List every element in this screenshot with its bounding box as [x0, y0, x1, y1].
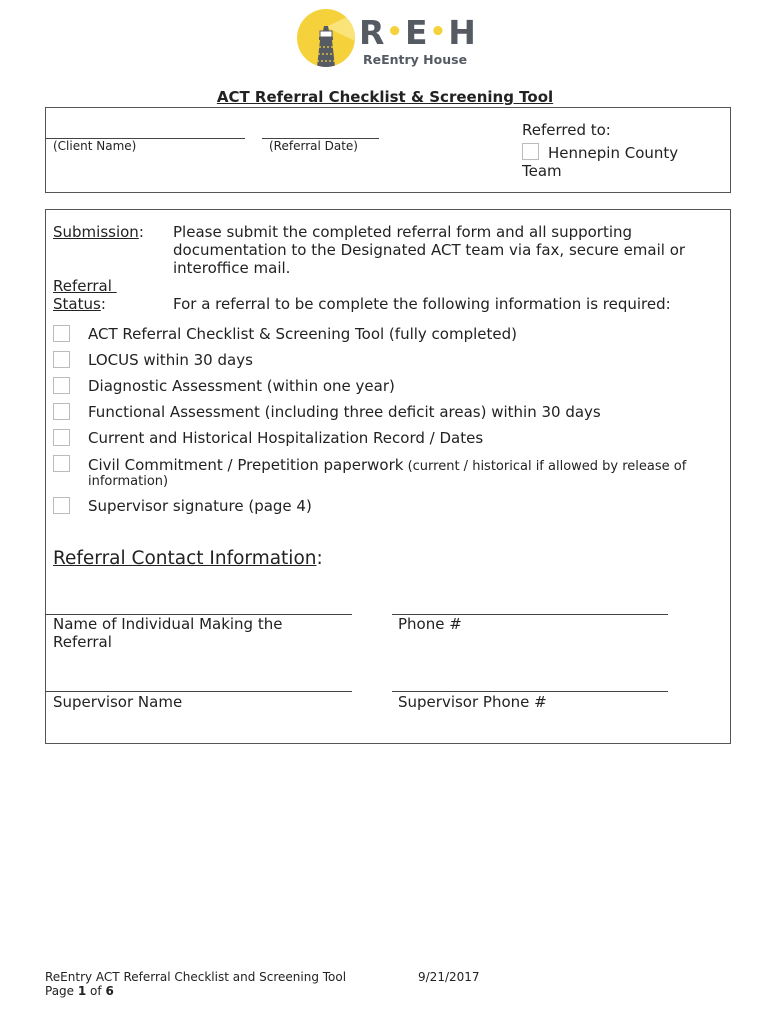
footer-page-number: Page 1 of 6 [45, 984, 114, 998]
checklist-checkbox-diagnostic[interactable] [53, 377, 70, 394]
supervisor-name-line[interactable] [45, 691, 352, 692]
checklist-item-diagnostic: Diagnostic Assessment (within one year) [88, 377, 395, 395]
checklist-checkbox-civil-commitment[interactable] [53, 455, 70, 472]
supervisor-phone-line[interactable] [392, 691, 668, 692]
submission-text: Please submit the completed referral form and all supporting documentation to the Designated ACT team via fax, secure email or interoffice mail. [173, 223, 686, 277]
referral-status-text: For a referral to be complete the following information is required: [173, 295, 671, 313]
logo-wordmark: R•E•H [359, 13, 477, 52]
logo-subtitle: ReEntry House [363, 52, 468, 67]
phone-label: Phone # [398, 615, 462, 633]
checklist-item-hospitalization: Current and Historical Hospitalization Record / Dates [88, 429, 484, 447]
supervisor-phone-label: Supervisor Phone # [398, 693, 547, 711]
checklist-item-civil-commitment: Civil Commitment / Prepetition paperwork (current / historical if allowed by release of information) [88, 456, 687, 489]
checklist-item-supervisor-signature: Supervisor signature (page 4) [88, 497, 312, 515]
footer-doc-title: ReEntry ACT Referral Checklist and Screening Tool [45, 970, 347, 984]
hennepin-county-option-label-2: Team [522, 162, 562, 180]
footer-date: 9/21/2017 [418, 970, 480, 984]
checklist-item-locus: LOCUS within 30 days [88, 351, 253, 369]
reentry-house-logo [297, 9, 477, 71]
checklist-item-screening-tool: ACT Referral Checklist & Screening Tool (fully completed) [88, 325, 517, 343]
checklist-checkbox-screening-tool[interactable] [53, 325, 70, 342]
document-title: ACT Referral Checklist & Screening Tool [216, 88, 554, 106]
checklist-checkbox-locus[interactable] [53, 351, 70, 368]
checklist-checkbox-supervisor-signature[interactable] [53, 497, 70, 514]
hennepin-county-checkbox[interactable] [522, 143, 539, 160]
lighthouse-icon [297, 9, 355, 67]
checklist-checkbox-hospitalization[interactable] [53, 429, 70, 446]
submission-label: Submission: [53, 223, 144, 241]
supervisor-name-label: Supervisor Name [53, 693, 183, 711]
referral-status-label: Referral Status: [53, 277, 117, 313]
checklist-item-functional: Functional Assessment (including three deficit areas) within 30 days [88, 403, 601, 421]
client-name-label: (Client Name) [53, 139, 137, 153]
referred-to-label: Referred to: [522, 121, 611, 139]
hennepin-county-option-label: Hennepin County [548, 144, 679, 162]
contact-info-heading: Referral Contact Information: [53, 548, 323, 569]
checklist-checkbox-functional[interactable] [53, 403, 70, 420]
referral-date-label: (Referral Date) [269, 139, 358, 153]
referrer-name-label: Name of Individual Making the Referral [53, 615, 283, 651]
